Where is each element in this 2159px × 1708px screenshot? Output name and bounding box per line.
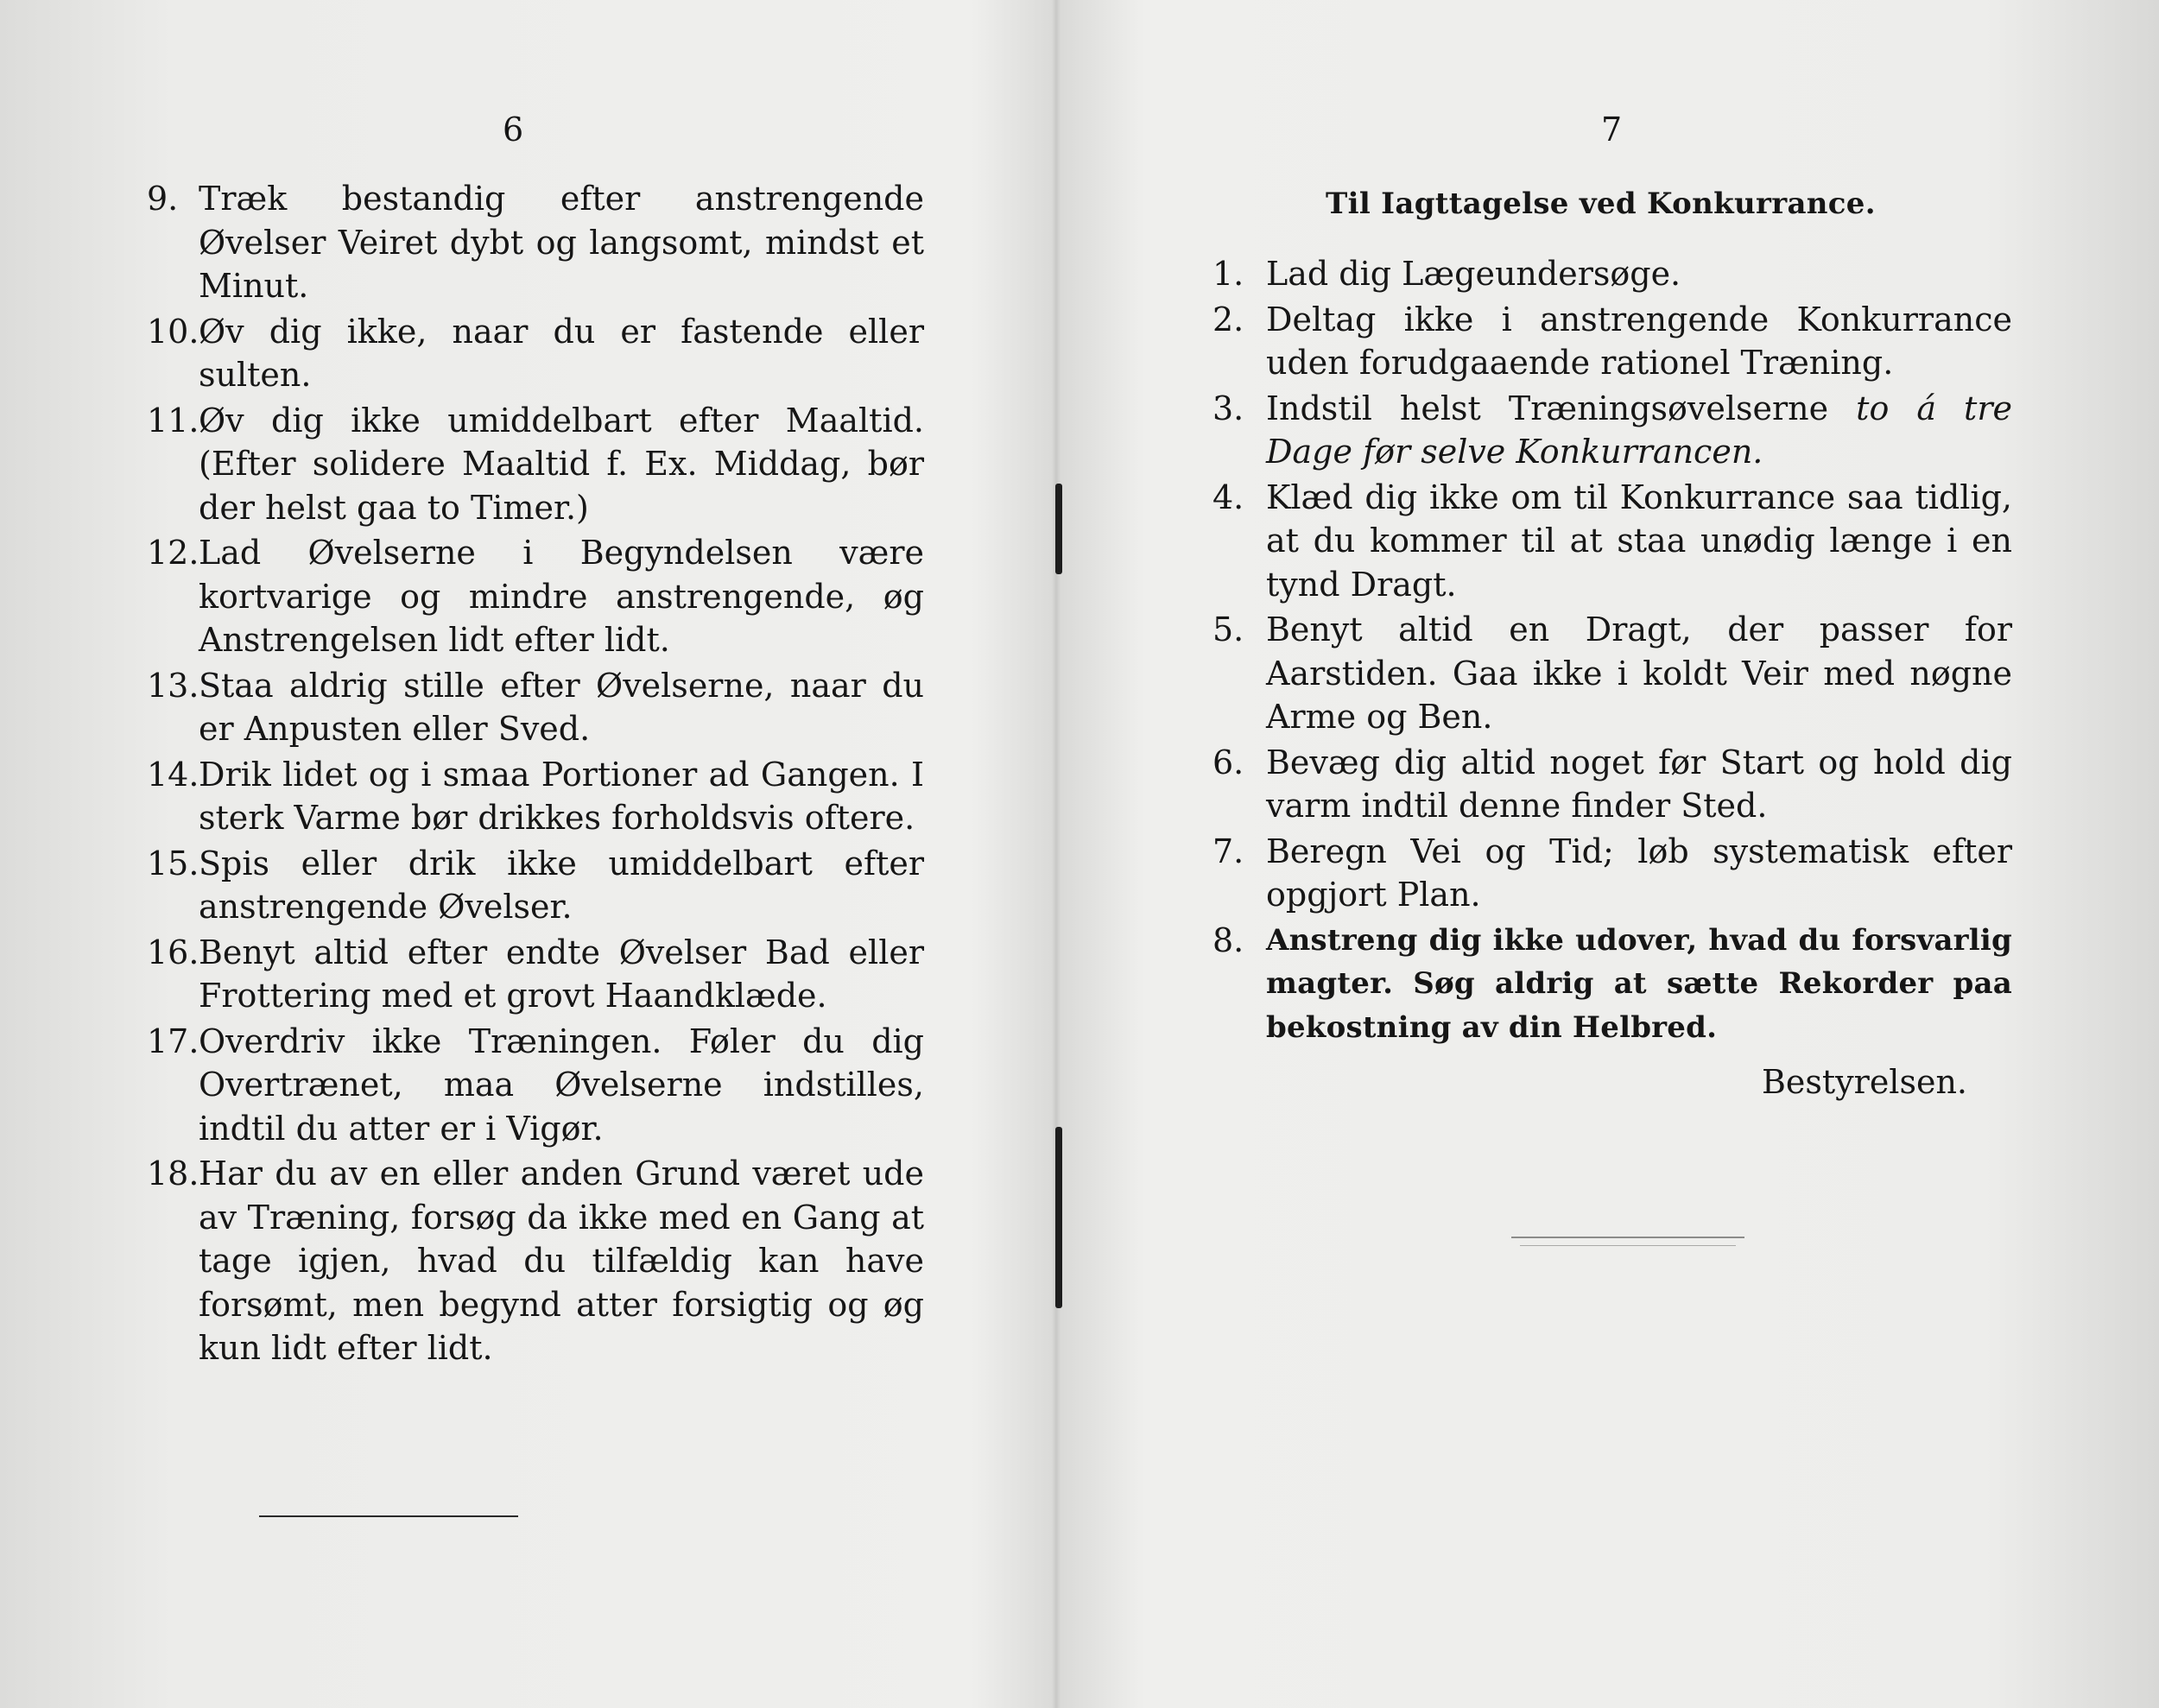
list-item [1192, 830, 2012, 917]
item-number: 13. [147, 666, 199, 705]
list-item-bold [1192, 919, 2012, 1050]
list-item [147, 664, 924, 751]
item-number: 11. [147, 401, 199, 440]
item-number: 8. [1212, 920, 1244, 959]
item-text-italic: to á tre Dage før selve Konkurrancen. [1266, 389, 2012, 471]
center-fold [1052, 0, 1061, 1708]
item-number: 5. [1212, 610, 1244, 648]
item-number: 16. [147, 933, 199, 971]
page-right [1192, 0, 2012, 1708]
item-text: Staa aldrig stille efter Øvelserne, naar du er Anpusten eller Sved. [199, 666, 924, 748]
item-number: 14. [147, 755, 199, 794]
end-rule-right [1511, 1237, 1744, 1238]
item-number: 6. [1212, 743, 1244, 781]
item-text: Lad dig Lægeundersøge. [1266, 255, 1681, 293]
item-text: Bevæg dig altid noget før Start og hold dig varm indtil denne finder Sted. [1266, 743, 2012, 825]
item-number: 18. [147, 1154, 199, 1192]
item-text: Klæd dig ikke om til Konkurrance saa tidlig, at du kommer til at staa unødig længe i en tynd Dragt. [1266, 478, 2012, 604]
section-heading: Til Iagttagelse ved Konkurrance. [1326, 187, 1876, 221]
list-item [1192, 387, 2012, 474]
item-text: Træk bestandig efter anstrengende Øvelser Veiret dybt og langsomt, mindst et Minut. [199, 180, 924, 305]
item-number: 10. [147, 312, 199, 351]
list-item [147, 399, 924, 530]
item-text: Drik lidet og i smaa Portioner ad Gangen. I sterk Varme bør drikkes forholdsvis oftere. [199, 755, 924, 837]
list-item [1192, 476, 2012, 607]
item-text [1266, 387, 2012, 474]
end-rule-left [259, 1515, 518, 1517]
list-item [147, 177, 924, 308]
item-text: Beregn Vei og Tid; løb systematisk efter opgjort Plan. [1266, 832, 2012, 914]
rules-list-left [147, 177, 924, 1372]
list-item [147, 842, 924, 929]
list-item [147, 531, 924, 662]
list-item [1192, 298, 2012, 385]
item-text: Har du av en eller anden Grund været ude av Træning, forsøg da ikke med en Gang at tage igjen, hvad du tilfældig kan have forsømt, men begynd atter forsigtig og øg kun lidt efter lidt. [199, 1154, 924, 1367]
list-item [147, 931, 924, 1018]
binding-stitch-bottom [1055, 1127, 1062, 1308]
page-left [130, 0, 933, 1708]
item-number: 2. [1212, 300, 1244, 338]
list-item [1192, 252, 2012, 296]
list-item [147, 1152, 924, 1370]
item-text-bold: Anstreng dig ikke udover, hvad du forsvarlig magter. Søg aldrig at sætte Rekorder paa bekostning av din Helbred. [1266, 922, 2012, 1045]
page-number-right: 7 [1601, 111, 1623, 149]
item-text: Benyt altid efter endte Øvelser Bad eller Frottering med et grovt Haandklæde. [199, 933, 924, 1015]
item-number: 4. [1212, 478, 1244, 516]
list-item [1192, 608, 2012, 739]
item-text-regular: Indstil helst Træningsøvelserne [1266, 389, 1829, 427]
item-text: Spis eller drik ikke umiddelbart efter anstrengende Øvelser. [199, 844, 924, 926]
list-item [147, 753, 924, 840]
item-number: 17. [147, 1022, 199, 1060]
list-item [147, 310, 924, 397]
rules-list-right [1192, 252, 2012, 1051]
item-text: Øv dig ikke, naar du er fastende eller sulten. [199, 312, 924, 394]
list-item [1192, 741, 2012, 828]
item-number: 12. [147, 534, 199, 572]
item-number: 7. [1212, 832, 1244, 870]
item-text: Øv dig ikke umiddelbart efter Maaltid. (Efter solidere Maaltid f. Ex. Middag, bør der helst gaa to Timer.) [199, 401, 924, 527]
item-text: Overdriv ikke Træningen. Føler du dig Overtrænet, maa Øvelserne indstilles, indtil du atter er i Vigør. [199, 1022, 924, 1148]
page-number-left: 6 [503, 111, 524, 149]
item-number: 1. [1212, 255, 1244, 293]
list-item [147, 1020, 924, 1151]
end-rule-right-secondary [1520, 1245, 1736, 1246]
item-text: Benyt altid en Dragt, der passer for Aarstiden. Gaa ikke i koldt Veir med nøgne Arme og Ben. [1266, 610, 2012, 736]
item-text: Lad Øvelserne i Begyndelsen være kortvarige og mindre anstrengende, øg Anstrengelsen lidt efter lidt. [199, 534, 924, 659]
item-number: 9. [147, 180, 179, 218]
item-number: 15. [147, 844, 199, 882]
signature: Bestyrelsen. [1762, 1063, 1968, 1101]
binding-stitch-top [1055, 484, 1062, 574]
item-text: Deltag ikke i anstrengende Konkurrance uden forudgaaende rationel Træning. [1266, 300, 2012, 382]
item-number: 3. [1212, 389, 1244, 427]
